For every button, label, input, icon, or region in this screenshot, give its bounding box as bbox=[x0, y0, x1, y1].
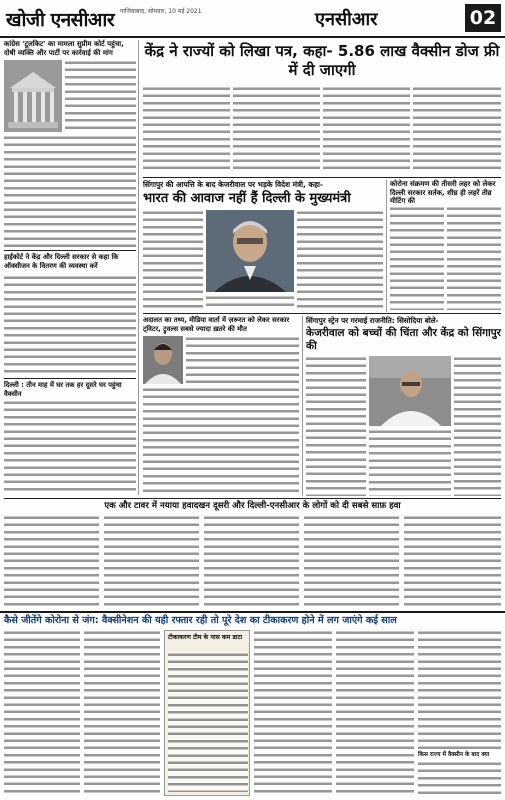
divider bbox=[143, 177, 501, 178]
story-headline: कोरोना संक्रमण की तीसरी लहर को लेकर दिल्ली सरकार सर्तक, शीघ्र ही लहरें तीव्र मीटिंग की bbox=[390, 180, 496, 206]
article-text bbox=[206, 295, 294, 310]
person-photo bbox=[143, 336, 183, 384]
article-text bbox=[418, 630, 501, 750]
jaishankar-photo bbox=[206, 210, 294, 292]
article-text bbox=[4, 630, 80, 796]
masthead bbox=[0, 0, 505, 38]
column-rule bbox=[138, 40, 139, 495]
article-text bbox=[336, 630, 414, 796]
article-text bbox=[233, 86, 320, 174]
article-text bbox=[254, 630, 332, 796]
story-headline: अदालत का तथ्य, मीडिया वार्ता में ज़रूरत को लेकर सरकार ट्विटर, ट्रुवल्स सबसे ज्यादा ख़तरे की मौत bbox=[143, 316, 290, 333]
article-text bbox=[168, 652, 248, 792]
sisodia-photo bbox=[369, 356, 451, 426]
article-text bbox=[306, 356, 366, 496]
story-headline: केजरीवाल को बच्चों की चिंता और केंद्र को सिंगापुर की bbox=[306, 327, 501, 352]
article-text bbox=[4, 515, 99, 607]
article-text bbox=[304, 515, 399, 607]
story-headline: भारत की आवाज नहीं हैं दिल्ली के मुख्यमंत्री bbox=[143, 191, 351, 206]
article-text bbox=[104, 515, 199, 607]
article-text bbox=[65, 60, 136, 132]
article-text bbox=[418, 761, 501, 796]
brand-name: खोजी एनसीआर bbox=[6, 9, 115, 31]
sidebar-headline: कांग्रेस 'टूलकिट' का मामला सुप्रीम कोर्ट पहुंचा, दोषी व्यक्ति और पार्टी पर कार्रवाई की मांग bbox=[4, 40, 124, 57]
divider bbox=[4, 498, 501, 499]
article-text bbox=[186, 336, 299, 384]
article-text bbox=[4, 135, 136, 247]
article-text bbox=[84, 630, 160, 796]
supreme-court-photo bbox=[4, 60, 62, 132]
article-text bbox=[297, 210, 383, 310]
divider bbox=[4, 378, 136, 379]
info-box-title: टीकाकरण टीम के पास कम डाटा bbox=[168, 634, 243, 641]
story-headline: एक और टावर में नयाया हवादखन दूसरी और दिल्ली-एनसीआर के लोगों को दी सबसे साफ़ हवा bbox=[104, 501, 401, 511]
column-rule bbox=[386, 180, 387, 312]
article-text bbox=[390, 206, 444, 310]
column-rule bbox=[302, 316, 303, 496]
article-text bbox=[143, 210, 203, 310]
story-kicker: सिंगापुर की आपत्ति के बाद केजरीवाल पर भड़के विदेश मंत्री, कहा- bbox=[143, 180, 323, 189]
article-text bbox=[143, 387, 299, 495]
divider bbox=[143, 313, 501, 314]
article-text bbox=[4, 275, 136, 375]
sidebar-subheadline: हाईकोर्ट ने केंद्र और दिल्ली सरकार से कहा कि ऑक्सीजन के वितरण की व्यवस्था करें bbox=[4, 253, 119, 270]
article-text bbox=[143, 86, 230, 174]
article-text bbox=[413, 86, 501, 174]
sub-heading: किस राज्य में वैक्सीन के बाद क्या bbox=[418, 752, 490, 758]
info-box bbox=[164, 630, 250, 796]
story-kicker: सिंगापुर स्ट्रेन पर गरमाई राजनीति: सिसोदिया बोले- bbox=[306, 316, 439, 325]
lead-headline: केंद्र ने राज्यों को लिखा पत्र, कहा- 5.86 लाख वैक्सीन डोज फ्री में दी जाएगी bbox=[144, 42, 500, 79]
page-number: 02 bbox=[465, 4, 501, 32]
article-text bbox=[404, 515, 501, 607]
dateline: गाजियाबाद, सोमवार, 10 मई 2021 bbox=[120, 8, 202, 15]
article-text bbox=[204, 515, 299, 607]
divider bbox=[4, 250, 136, 251]
divider bbox=[0, 611, 505, 613]
section-title: एनसीआर bbox=[315, 9, 378, 30]
article-text bbox=[323, 86, 410, 174]
article-text bbox=[454, 356, 501, 496]
article-text bbox=[447, 206, 501, 310]
sidebar-subheadline: दिल्ली : तीन माह में घर तक हर दूसरे घर पहुंचा वैक्सीन bbox=[4, 381, 122, 398]
article-text bbox=[369, 429, 451, 496]
article-text bbox=[4, 400, 136, 492]
bottom-headline: कैसे जीतेंगे कोरोना से जंग: वैक्सीनेशन की यही रफ्तार रही तो पूरे देश का टीकाकरण होने में लग जाएंगे कई साल bbox=[4, 615, 397, 626]
